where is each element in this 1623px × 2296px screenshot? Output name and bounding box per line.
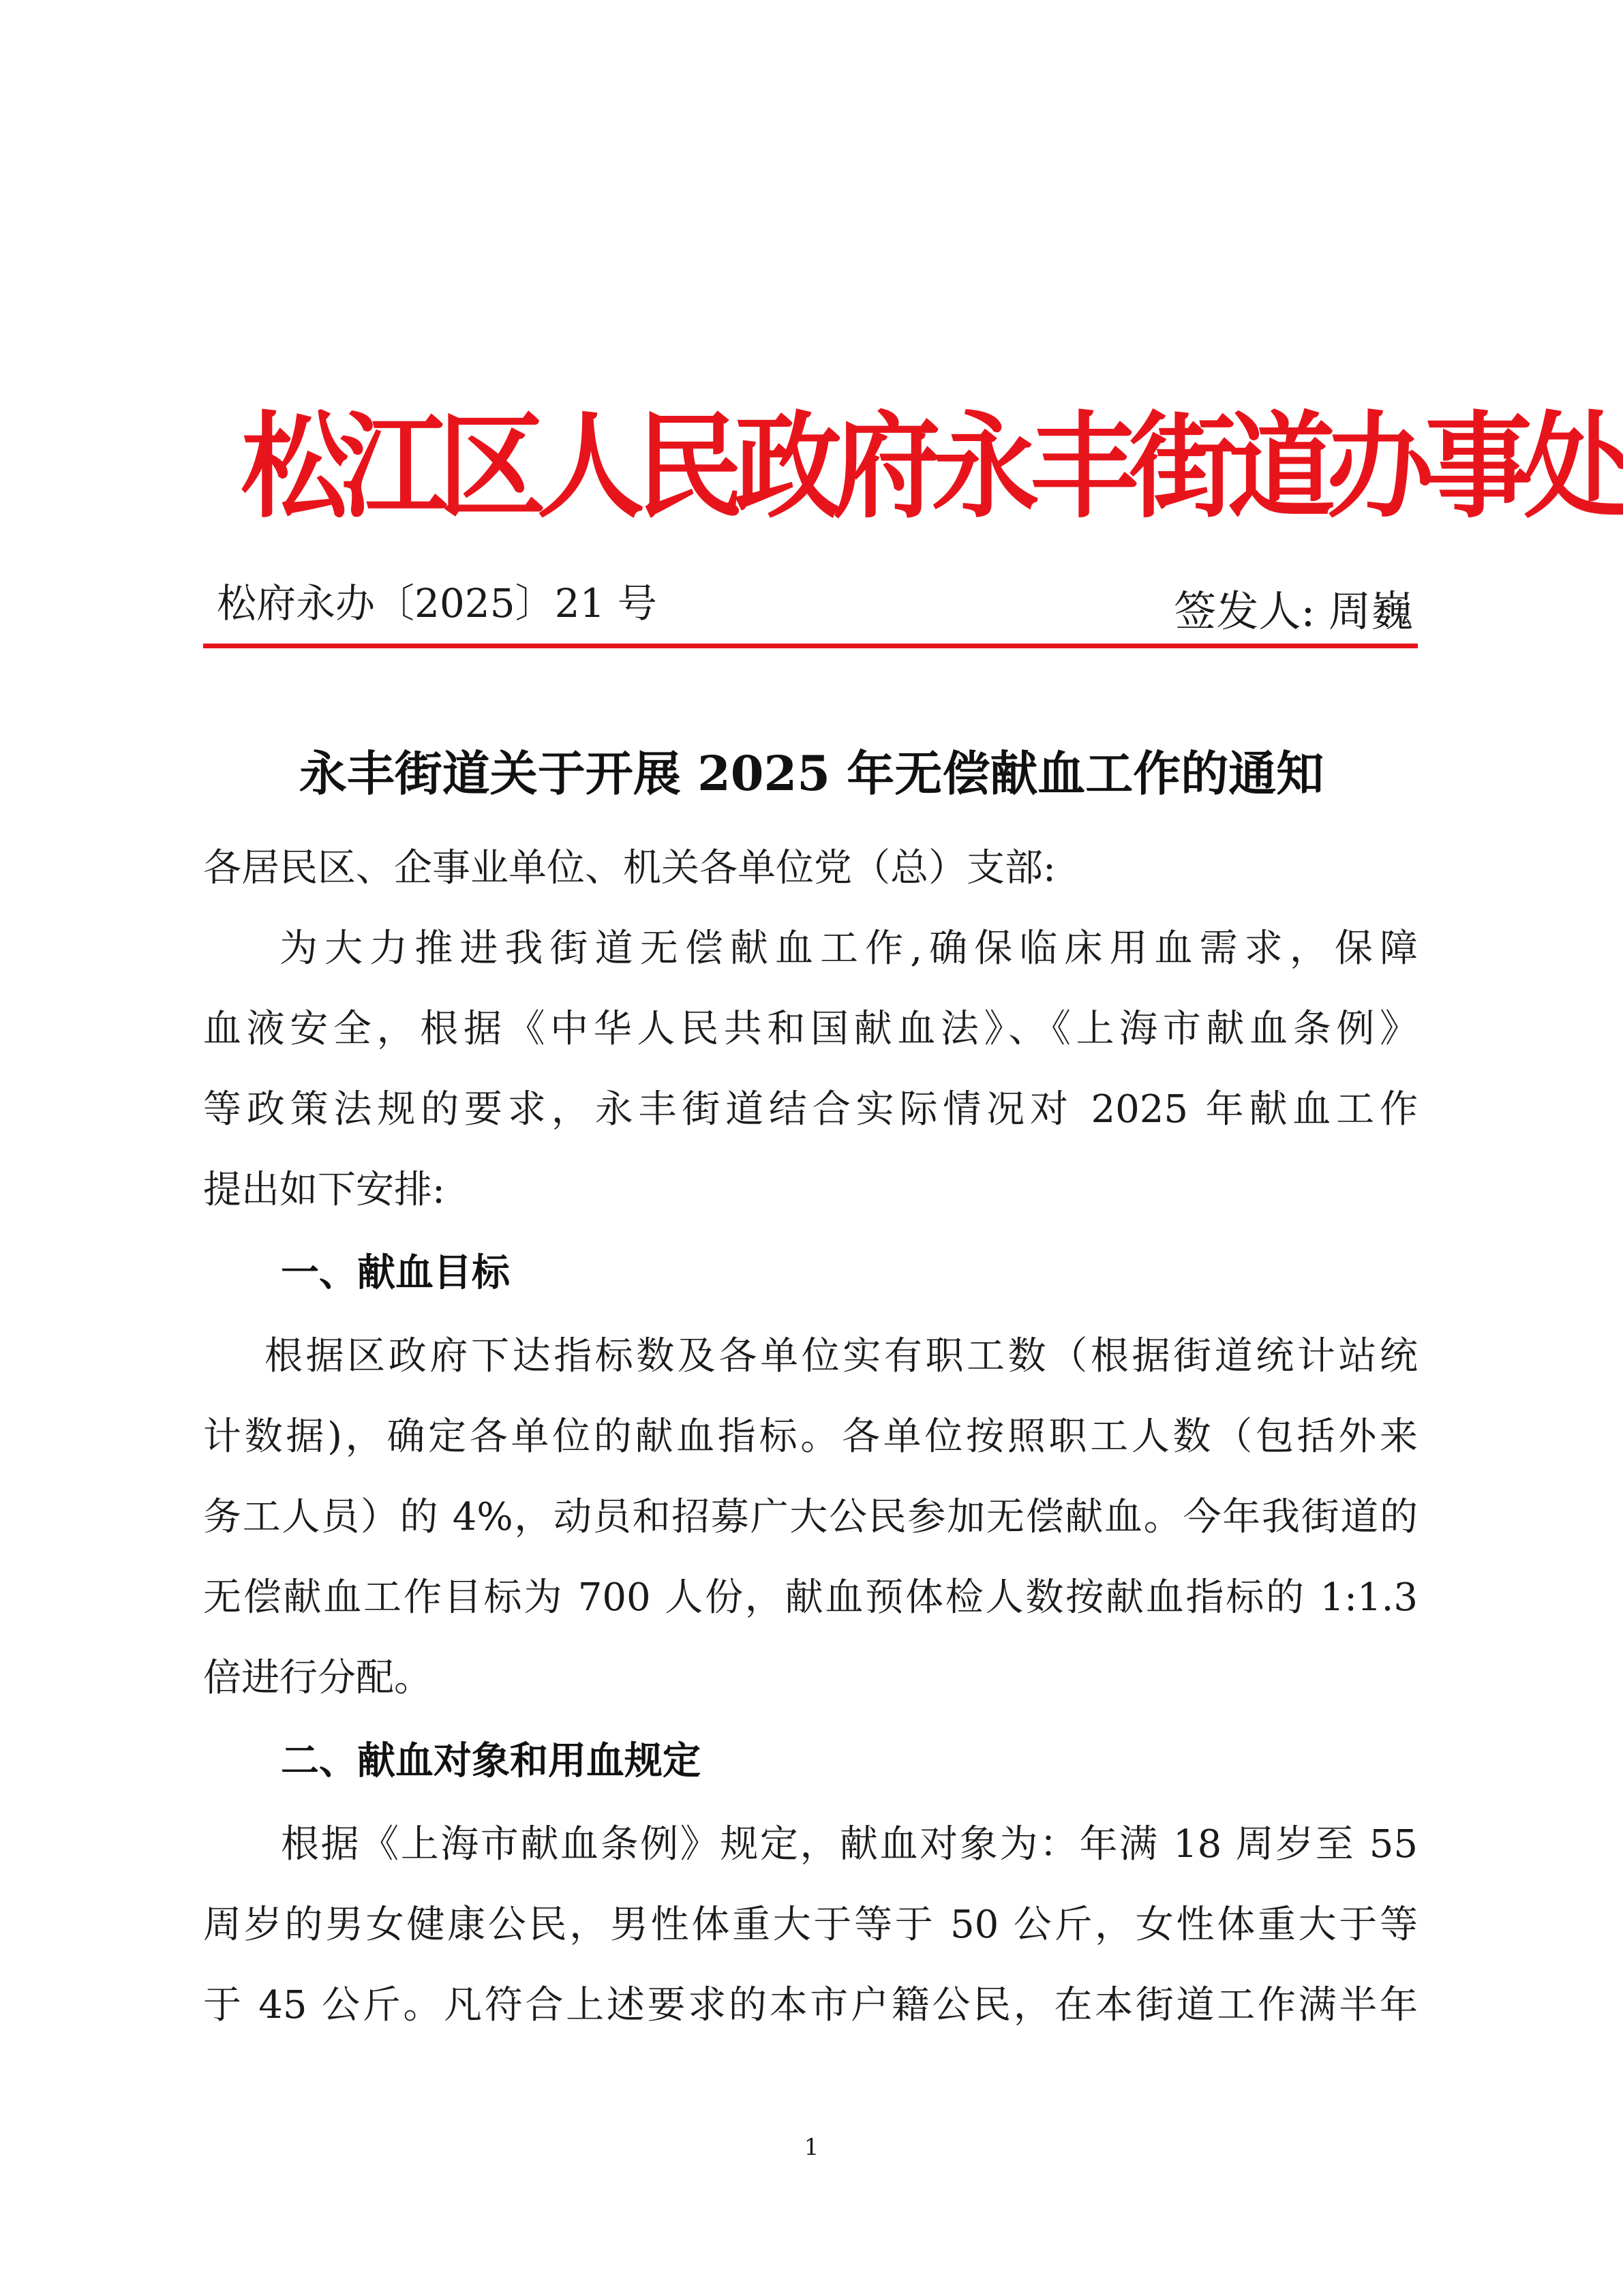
signer-label: 签发人: [1174,586,1316,636]
intro-line: 血液安全，根据《中华人民共和国献血法》、《上海市献血条例》 [203,1007,1418,1051]
section2-line: 根据《上海市献血条例》规定，献血对象为：年满 18 周岁至 55 [281,1822,1418,1867]
page-number: 1 [804,2134,819,2161]
section1-line: 计数据)，确定各单位的献血指标。各单位按照职工人数（包括外来 [203,1415,1418,1459]
signer-block [1174,584,1413,639]
section-heading-targets: 一、献血目标 [281,1251,510,1295]
signer-name: 周巍 [1328,586,1413,636]
masthead-org-name: 松江区人民政府永丰街道办事处 [241,400,1623,534]
intro-line: 等政策法规的要求，永丰街道结合实际情况对 2025 年献血工作 [203,1087,1418,1132]
section-heading-eligibility: 二、献血对象和用血规定 [281,1739,701,1783]
addressee-line: 各居民区、企事业单位、机关各单位党（总）支部: [203,846,1056,890]
document-number: 松府永办〔2025〕21 号 [217,580,657,626]
section1-line: 无偿献血工作目标为 700 人份，献血预体检人数按献血指标的 1:1.3 [203,1575,1418,1620]
intro-line: 为大力推进我街道无偿献血工作,确保临床用血需求，保障 [279,926,1418,971]
section1-line: 根据区政府下达指标数及各单位实有职工数（根据街道统计站统 [264,1334,1418,1378]
section1-line: 倍进行分配。 [203,1656,432,1700]
notice-title: 永丰街道关于开展 2025 年无偿献血工作的通知 [299,745,1324,802]
section2-line: 周岁的男女健康公民，男性体重大于等于 50 公斤，女性体重大于等 [203,1903,1418,1947]
section1-line: 务工人员）的 4%，动员和招募广大公民参加无偿献血。今年我街道的 [203,1495,1418,1539]
intro-line: 提出如下安排: [203,1168,445,1212]
red-divider-rule [203,644,1418,648]
section2-line: 于 45 公斤。凡符合上述要求的本市户籍公民，在本街道工作满半年 [203,1983,1418,2027]
